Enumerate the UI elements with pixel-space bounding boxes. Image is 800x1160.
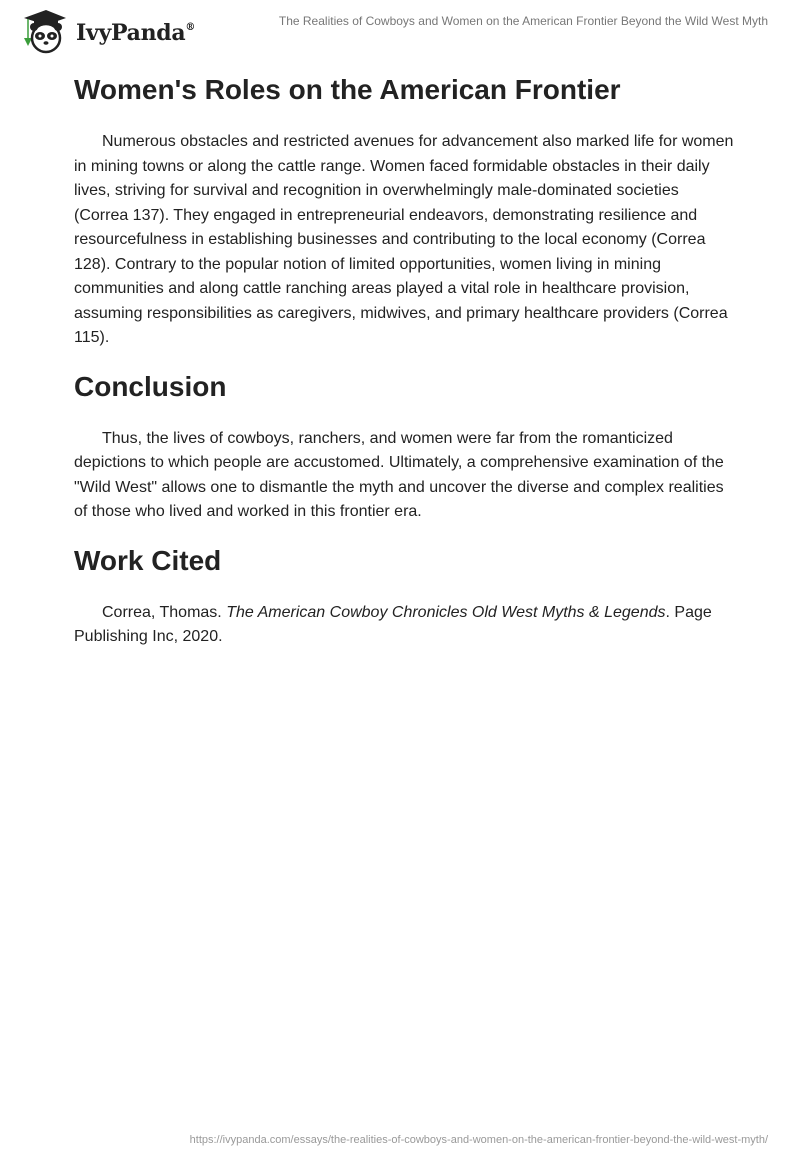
section-heading: Work Cited [74,544,222,576]
running-title: The Realities of Cowboys and Women on the American Frontier Beyond the Wild West Myth [278,14,768,28]
section-work-cited [74,543,734,650]
panda-graduate-icon [20,8,68,54]
paragraph: Numerous obstacles and restricted avenues for advancement also marked life for women in mining towns or along the cattle range. Women faced formidable obstacles in their daily lives, striving for survival and recognition in overwhelmingly male-dominated societies (Correa 137). They engaged in entrepreneurial endeavors, demonstrating resilience and resourcefulness in establishing businesses and contributing to the local economy (Correa 128). Contrary to the popular notion of limited opportunities, women living in mining communities and along cattle ranching areas played a vital role in healthcare provision, assuming responsibilities as caregivers, midwives, and primary healthcare providers (Correa 115). [74,133,734,346]
section-conclusion [74,369,734,525]
section-womens-roles [74,72,734,351]
ivypanda-logo[interactable] [20,8,195,54]
essay-content [74,72,734,668]
citation [74,601,734,650]
source-url[interactable]: https://ivypanda.com/essays/the-realities-of-cowboys-and-women-on-the-american-frontier-beyond-the-wild-west-myth/ [189,1134,768,1146]
paragraph: Thus, the lives of cowboys, ranchers, and women were far from the romanticized depictions to which people are accustomed. Ultimately, a comprehensive examination of the "Wild West" allows one to dismantle the myth and uncover the diverse and complex realities of those who lived and worked in this frontier era. [74,429,724,520]
logo-text [76,20,195,46]
page-header [0,0,800,60]
section-heading: Women's Roles on the American Frontier [74,74,621,105]
citation-publisher: . Page Publishing Inc, 2020. [74,603,712,645]
citation-title: The American Cowboy Chronicles Old West Myths & Legends [226,603,666,621]
section-heading: Conclusion [74,370,227,402]
citation-author: Correa, Thomas. [102,603,227,621]
registered-mark: ® [185,21,196,33]
logo-name: IvyPanda [76,20,186,46]
